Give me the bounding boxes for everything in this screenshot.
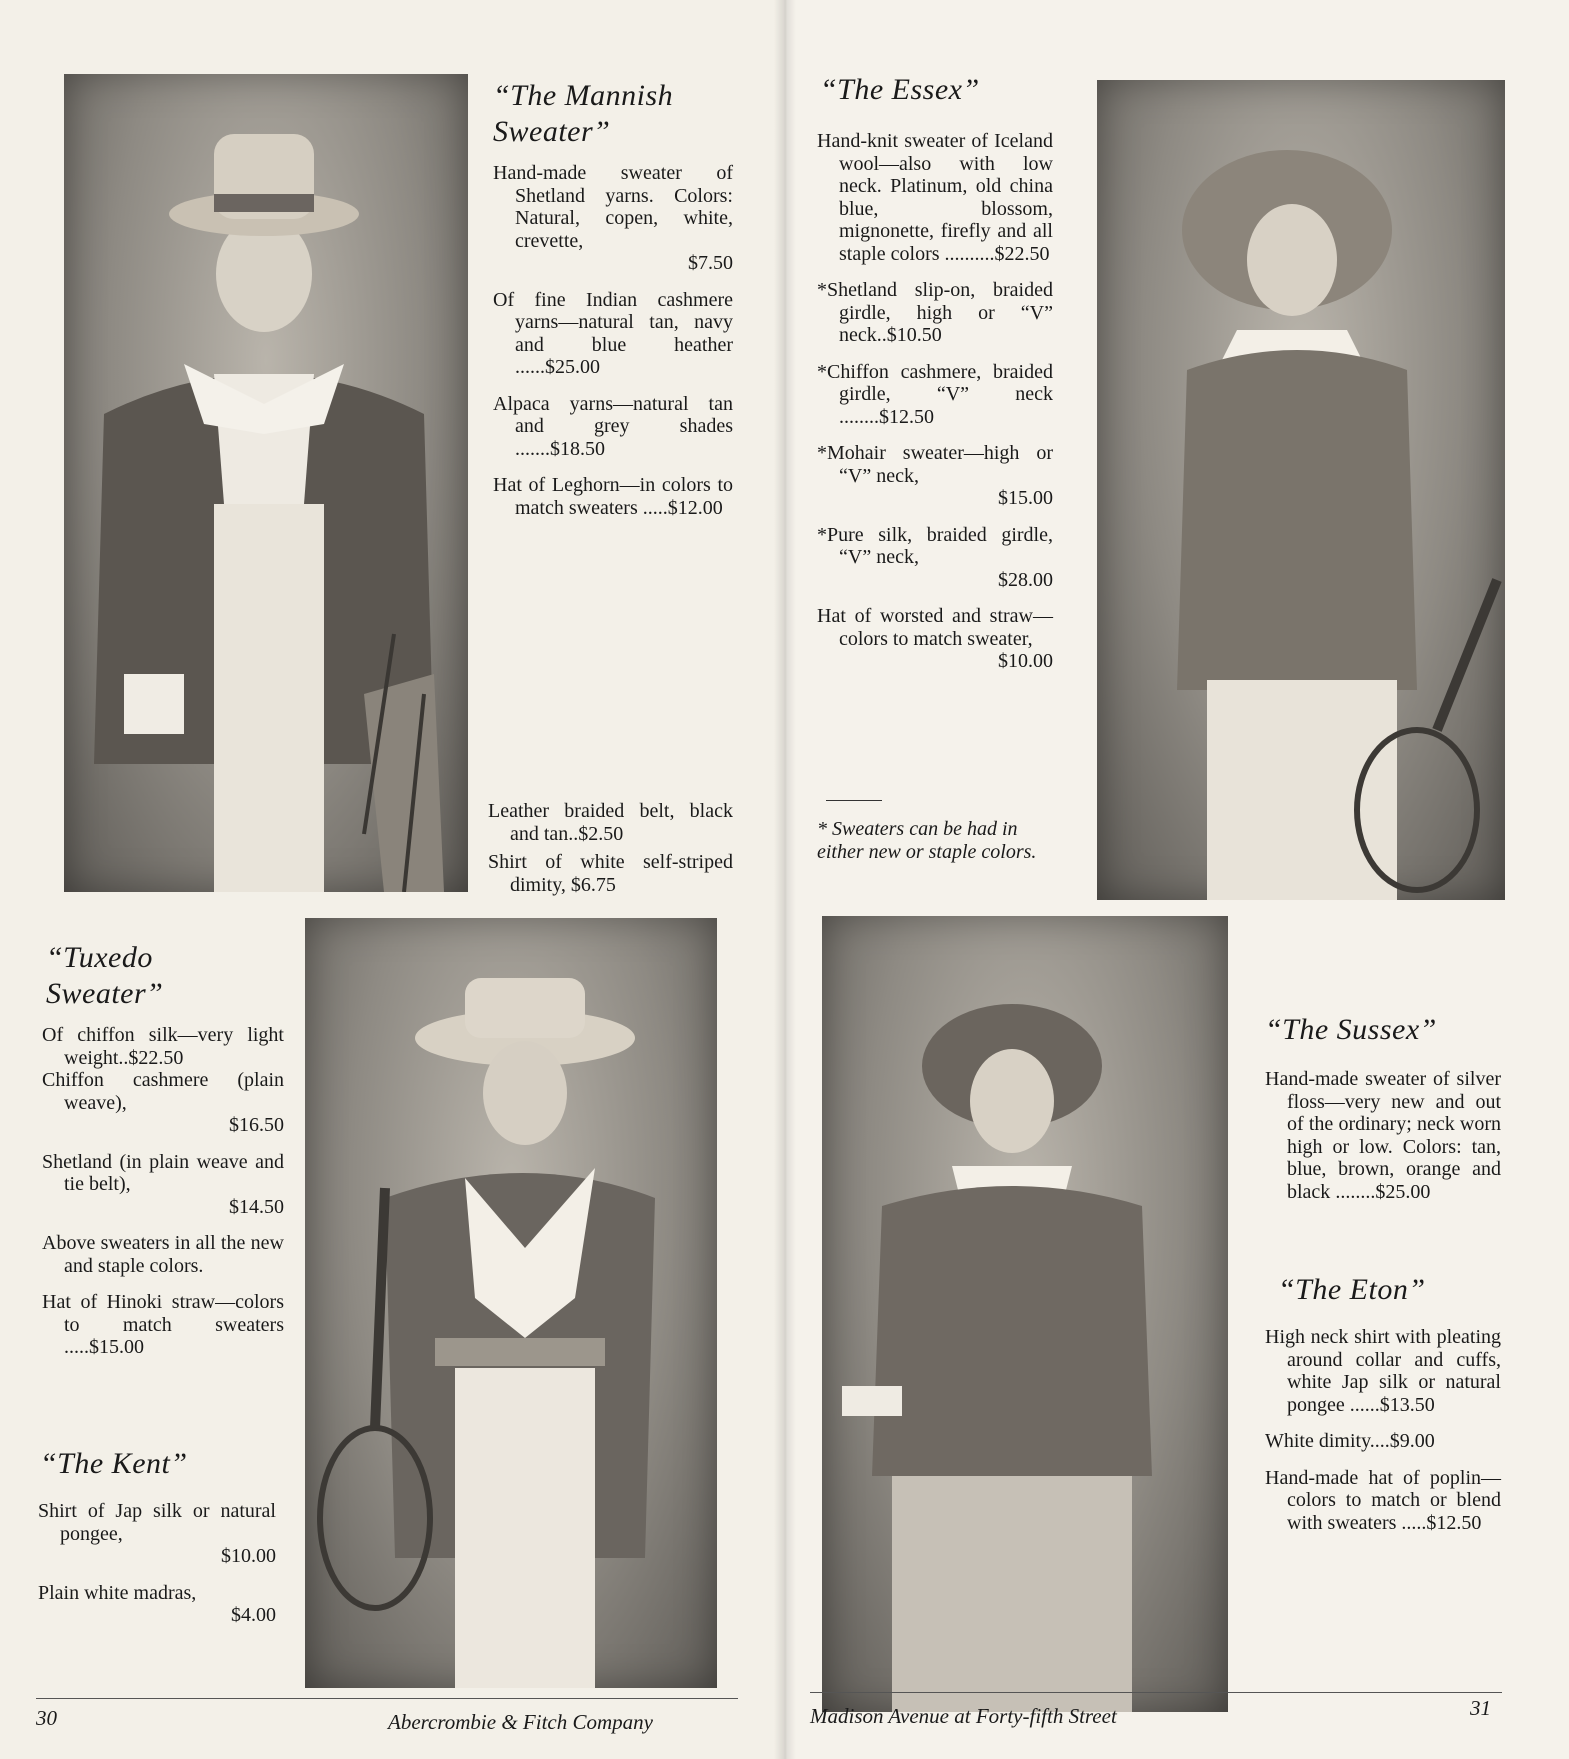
kent-silk-shirt-item	[38, 1500, 276, 1568]
essex-mohair-price: $15.00	[998, 487, 1053, 509]
mannish-hat-text: Hat of Leghorn—in colors to match sweaters	[493, 474, 733, 519]
photo-mannish-sweater	[64, 74, 468, 892]
mannish-shetland-text: Hand-made sweater of Shetland yarns. Colors: Natural, copen, white, crevette,	[493, 162, 733, 252]
tuxedo-shetland-text: Shetland (in plain weave and tie belt),	[42, 1150, 284, 1195]
essex-footnote: * Sweaters can be had in either new or staple colors.	[817, 818, 1037, 863]
right-page-number: 31	[1470, 1696, 1491, 1720]
tuxedo-hat-text: Hat of Hinoki straw—colors to match sweaters	[42, 1291, 284, 1336]
sussex-title: “The Sussex”	[1265, 1013, 1437, 1046]
mannish-shirt-item: Shirt of white self-striped dimity, $6.75	[488, 851, 733, 896]
tuxedo-chiffon-cashmere-item	[42, 1069, 284, 1137]
tuxedo-hat-price: .....$15.00	[64, 1336, 144, 1358]
mannish-cashmere-text: Of fine Indian cashmere yarns—natural tan, navy and blue heather	[493, 288, 733, 356]
tuxedo-colors-note: Above sweaters in all the new and staple colors.	[42, 1232, 284, 1277]
woman-racket-figure	[1097, 80, 1505, 900]
essex-iceland-price: ..........$22.50	[944, 242, 1050, 265]
tuxedo-hat-item	[42, 1291, 284, 1359]
mannish-hat-item	[493, 474, 733, 519]
kent-madras-item	[38, 1582, 276, 1627]
kent-description	[38, 1500, 276, 1641]
tuxedo-chiffon-silk-item: Of chiffon silk—very light weight..$22.50	[42, 1024, 284, 1069]
eton-shirt-text: High neck shirt with pleating around collar and cuffs, white Jap silk or natural pongee	[1265, 1326, 1501, 1416]
mannish-sweater-title	[493, 78, 673, 150]
photo-essex-sweater	[1097, 80, 1505, 900]
mannish-alpaca-item	[493, 393, 733, 461]
sussex-floss-text: Hand-made sweater of silver floss—very new and out of the ordinary; neck worn high or low. Colors: tan, blue, brown, orange and black	[1265, 1068, 1501, 1203]
mannish-alpaca-text: Alpaca yarns—natural tan and grey shades	[493, 392, 733, 437]
tuxedo-sweater-title	[46, 940, 163, 1012]
tuxedo-title-line1: “Tuxedo	[46, 941, 153, 974]
essex-title: “The Essex”	[820, 73, 980, 106]
essex-hat-text: Hat of worsted and straw—colors to match sweater,	[817, 605, 1053, 650]
left-footer-company: Abercrombie & Fitch Company	[388, 1710, 653, 1734]
kent-title: “The Kent”	[40, 1447, 188, 1480]
mannish-title-line1: “The Mannish	[493, 79, 674, 112]
tuxedo-shetland-price: $14.50	[229, 1195, 284, 1218]
kent-silk-shirt-text: Shirt of Jap silk or natural pongee,	[38, 1500, 276, 1545]
sussex-floss-item	[1265, 1068, 1501, 1203]
mannish-shetland-item	[493, 162, 733, 275]
essex-shetland-item: *Shetland slip-on, braided girdle, high or “V” neck..$10.50	[817, 279, 1053, 346]
tuxedo-chiffon-cashmere-text: Chiffon cashmere (plain weave),	[42, 1069, 284, 1114]
essex-hat-price: $10.00	[998, 650, 1053, 672]
essex-chiffon-text: *Chiffon cashmere, braided girdle, “V” neck	[817, 360, 1053, 405]
mannish-title-line2: Sweater”	[493, 115, 611, 148]
kent-madras-text: Plain white madras,	[38, 1581, 197, 1604]
mannish-belt-item: Leather braided belt, black and tan..$2.50	[488, 800, 733, 845]
tuxedo-chiffon-cashmere-price: $16.50	[229, 1114, 284, 1136]
essex-footnote-rule	[826, 800, 882, 801]
essex-iceland-text: Hand-knit sweater of Iceland wool—also with low neck. Platinum, old china blue, blossom, mignonette, firefly and all staple colors	[817, 130, 1053, 265]
woman-hand-on-hip-figure	[822, 916, 1228, 1712]
woman-golf-figure	[64, 74, 468, 892]
essex-silk-item	[817, 524, 1053, 592]
essex-hat-item	[817, 605, 1053, 673]
mannish-alpaca-price: .......$18.50	[515, 437, 605, 460]
tuxedo-title-line2: Sweater”	[46, 977, 164, 1010]
eton-title: “The Eton”	[1278, 1273, 1426, 1306]
tuxedo-description	[42, 1024, 284, 1373]
right-footer-address: Madison Avenue at Forty-fifth Street	[810, 1704, 1117, 1728]
mannish-description	[493, 162, 733, 533]
eton-dimity-item: White dimity....$9.00	[1265, 1430, 1435, 1452]
mannish-shetland-price: $7.50	[688, 252, 733, 274]
eton-description	[1265, 1326, 1501, 1548]
essex-mohair-item	[817, 442, 1053, 510]
mannish-accessories	[488, 800, 733, 910]
photo-tuxedo-sweater	[305, 918, 717, 1688]
sussex-description	[1265, 1068, 1501, 1217]
kent-madras-price: $4.00	[231, 1604, 276, 1626]
eton-hat-text: Hand-made hat of poplin—colors to match or blend with sweaters	[1265, 1466, 1501, 1534]
right-footer-rule	[810, 1692, 1502, 1693]
woman-tennis-figure	[305, 918, 717, 1688]
essex-iceland-item	[817, 130, 1053, 265]
essex-mohair-text: *Mohair sweater—high or “V” neck,	[817, 442, 1053, 487]
eton-shirt-item	[1265, 1326, 1501, 1416]
essex-chiffon-price: ........$12.50	[839, 405, 934, 428]
essex-chiffon-item	[817, 361, 1053, 429]
essex-description	[817, 130, 1053, 687]
essex-silk-price: $28.00	[998, 568, 1053, 591]
mannish-cashmere-price: ......$25.00	[515, 356, 600, 378]
eton-shirt-price: ......$13.50	[1349, 1393, 1435, 1416]
eton-hat-item	[1265, 1467, 1501, 1535]
kent-silk-shirt-price: $10.00	[221, 1545, 276, 1567]
mannish-hat-price: .....$12.00	[642, 496, 723, 519]
left-footer-rule	[36, 1698, 738, 1699]
essex-silk-text: *Pure silk, braided girdle, “V” neck,	[817, 523, 1053, 568]
mannish-cashmere-item	[493, 289, 733, 379]
sussex-floss-price: ........$25.00	[1335, 1180, 1431, 1203]
left-page-number: 30	[36, 1706, 57, 1730]
book-gutter	[774, 0, 796, 1759]
tuxedo-shetland-item	[42, 1151, 284, 1219]
photo-sussex-sweater	[822, 916, 1228, 1712]
eton-hat-price: .....$12.50	[1401, 1511, 1482, 1534]
